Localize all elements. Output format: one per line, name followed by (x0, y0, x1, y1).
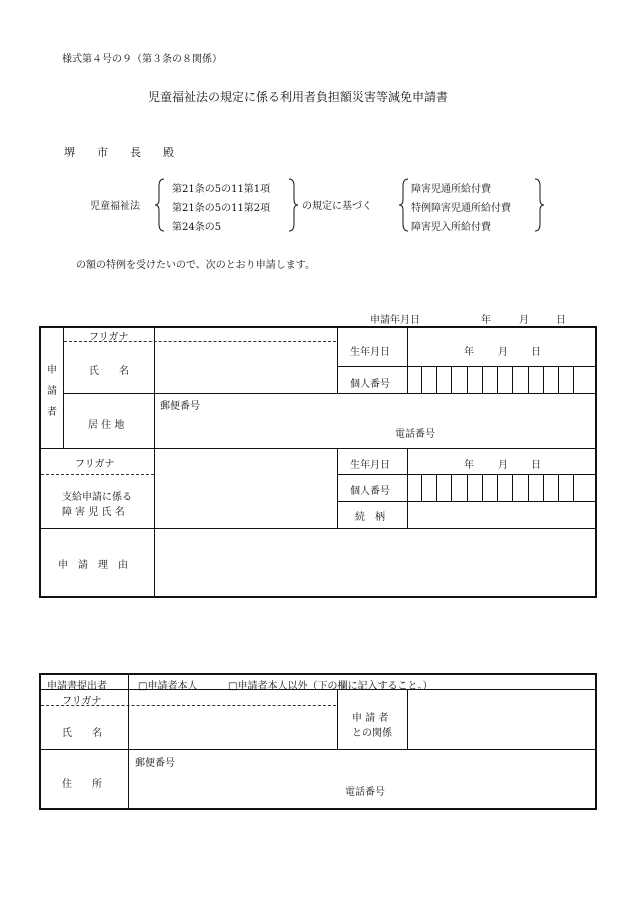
applicant-name-label: 氏 名 (89, 366, 129, 377)
submitter-furigana-label: フリガナ (62, 696, 102, 707)
law-middle: の規定に基づく (302, 201, 372, 212)
applicant-phone-label: 電話番号 (395, 429, 435, 440)
child-relation-input[interactable] (408, 502, 595, 528)
applicant-postal-label: 郵便番号 (160, 401, 200, 412)
applicant-group-label: 申 (47, 365, 57, 376)
child-birth-label: 生年月日 (350, 460, 390, 471)
application-date-label: 申請年月日 (370, 315, 420, 326)
month-label: 月 (519, 315, 529, 326)
month-label: 月 (498, 460, 508, 471)
submitter-postal-label: 郵便番号 (135, 758, 175, 769)
submitter-other-checkbox[interactable]: □申請者本人以外（下の欄に記入すること。） (228, 681, 433, 692)
submitter-address-input[interactable] (129, 766, 595, 808)
child-furigana-label: フリガナ (75, 459, 115, 470)
law-clause: 第21条の5の11第1項 (172, 184, 271, 195)
reason-input[interactable] (155, 529, 595, 596)
benefit-item: 障害児入所給付費 (411, 222, 491, 233)
reason-label: 申 請 理 由 (58, 560, 128, 571)
submitter-furigana-input[interactable] (129, 690, 336, 705)
child-furigana-input[interactable] (155, 449, 336, 474)
applicant-address-input[interactable] (155, 410, 595, 448)
page-title: 児童福祉法の規定に係る利用者負担額災害等減免申請書 (148, 90, 449, 104)
year-label: 年 (464, 347, 474, 358)
applicant-furigana-label: フリガナ (89, 332, 129, 343)
submitter-self-checkbox[interactable]: □申請者本人 (138, 681, 198, 692)
law-clause: 第24条の5 (172, 222, 222, 233)
child-name-label: 障 害 児 氏 名 (62, 507, 125, 518)
applicant-group-label: 者 (47, 407, 57, 418)
addressee: 堺 市 長 殿 (64, 146, 180, 159)
submitter-relation-input[interactable] (408, 690, 595, 749)
child-individual-number-input[interactable] (408, 475, 595, 501)
year-label: 年 (481, 315, 491, 326)
child-relation-label: 続 柄 (355, 512, 385, 523)
submitter-label: 申請書提出者 (47, 681, 107, 692)
submitter-relation-label: 申 請 者 (352, 713, 389, 724)
applicant-group-label: 請 (47, 386, 57, 397)
submitter-relation-label: との関係 (352, 728, 392, 739)
submitter-name-input[interactable] (129, 706, 336, 749)
right-brace-icon (533, 178, 545, 232)
child-name-input[interactable] (155, 475, 336, 528)
submitter-address-label: 住 所 (62, 779, 102, 790)
law-clause: 第21条の5の11第2項 (172, 203, 271, 214)
left-brace-icon (398, 178, 410, 232)
day-label: 日 (531, 460, 541, 471)
applicant-birthdate-input[interactable] (408, 328, 595, 366)
applicant-birth-label: 生年月日 (350, 347, 390, 358)
benefit-item: 障害児通所給付費 (411, 184, 491, 195)
month-label: 月 (498, 347, 508, 358)
form-code: 様式第４号の９（第３条の８関係） (62, 54, 222, 65)
benefit-item: 特例障害児通所給付費 (411, 203, 511, 214)
applicant-address-label: 居 住 地 (88, 420, 125, 431)
submitter-phone-label: 電話番号 (345, 787, 385, 798)
applicant-individual-number-label: 個人番号 (350, 379, 390, 390)
child-individual-number-label: 個人番号 (350, 486, 390, 497)
left-brace-icon (154, 178, 166, 232)
submitter-name-label: 氏 名 (62, 728, 102, 739)
right-brace-icon (287, 178, 299, 232)
day-label: 日 (556, 315, 566, 326)
year-label: 年 (464, 460, 474, 471)
statement: の額の特例を受けたいので、次のとおり申請します。 (76, 260, 315, 271)
applicant-furigana-input[interactable] (154, 327, 336, 341)
law-name: 児童福祉法 (90, 201, 140, 212)
child-name-label: 支給申請に係る (62, 492, 132, 503)
applicant-name-input[interactable] (155, 342, 336, 393)
applicant-individual-number-input[interactable] (408, 367, 595, 393)
day-label: 日 (531, 347, 541, 358)
